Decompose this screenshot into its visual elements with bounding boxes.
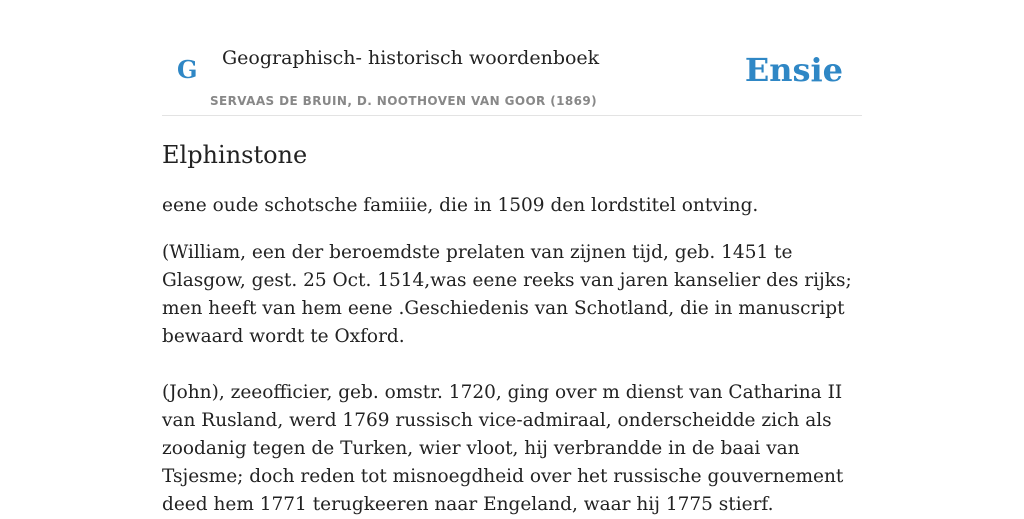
book-title-link[interactable]: Geographisch- historisch woordenboek	[222, 47, 600, 69]
entry-paragraph: (John), zeeofficier, geb. omstr. 1720, ging over m dienst van Catharina II van Rusland, werd 1769 russisch vice-admiraal, onderscheidde zich als zoodanig tegen de Turken, wier vloot, hij verbrandde in de baai van Tsjesme; doch reden tot misnoegdheid over het russische gouvernement deed hem 1771 terugkeeren naar Engeland, waar hij 1775 stierf.	[162, 382, 844, 515]
book-header	[162, 0, 862, 116]
entry-paragraph: eene oude schotsche famiiie, die in 1509 den lordstitel ontving.	[162, 195, 759, 216]
entry-title: Elphinstone	[162, 141, 308, 169]
book-letter-icon: G	[177, 55, 198, 84]
page-container	[162, 0, 862, 515]
entry-paragraph: (William, een der beroemdste prelaten van zijnen tijd, geb. 1451 te Glasgow, gest. 25 Oct. 1514,was eene reeks van jaren kanselier des rijks; men heeft van hem eene .Geschiedenis van Schotland, die in manuscript bewaard wordt te Oxford.	[162, 242, 852, 347]
ensie-logo-link[interactable]: Ensie	[744, 51, 843, 89]
book-author: SERVAAS DE BRUIN, D. NOOTHOVEN VAN GOOR (1869)	[210, 94, 598, 108]
entry-body	[162, 192, 862, 519]
